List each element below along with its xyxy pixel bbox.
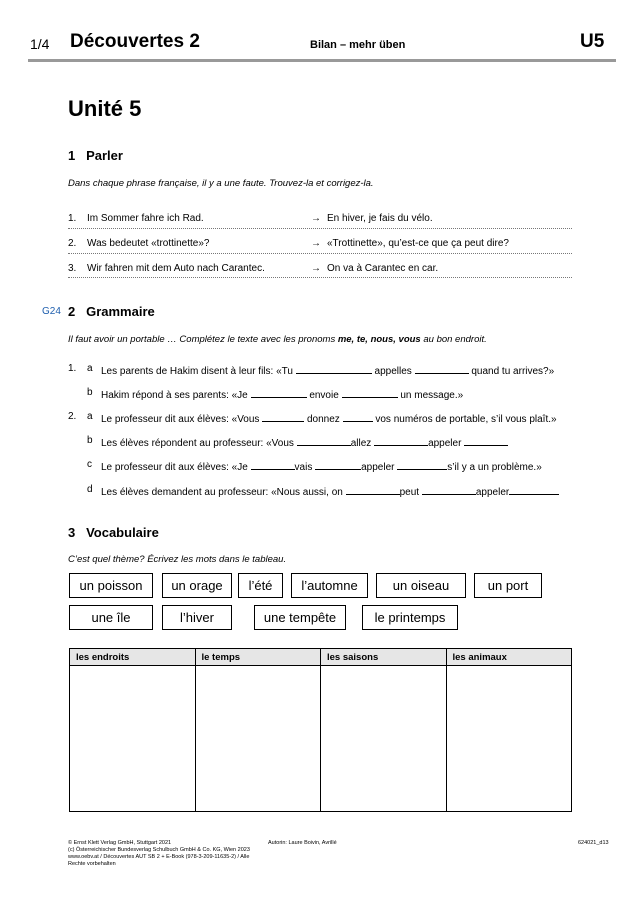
footer-code: 624021_d13 — [578, 840, 609, 846]
instruction-part: Il faut avoir un portable … Complétez le texte avec les pronoms — [68, 334, 338, 345]
item-letter: a — [87, 363, 93, 374]
answer-blank[interactable] — [342, 387, 398, 398]
section1-title: Parler — [86, 148, 123, 163]
row-number: 2. — [68, 238, 77, 249]
answer-blank[interactable] — [297, 435, 351, 446]
exercise-2d — [87, 484, 510, 498]
footer-author: Autorin: Laure Boivin, Avrillé — [268, 840, 337, 846]
exercise-2b — [87, 435, 462, 449]
text: Hakim répond à ses parents: «Je — [101, 390, 248, 401]
exercise-1b — [87, 387, 464, 401]
table-header: les endroits — [70, 649, 196, 666]
answer-blank[interactable] — [296, 363, 372, 374]
section3-instruction: C’est quel thème? Écrivez les mots dans le tableau. — [68, 554, 287, 565]
answer-blank[interactable] — [251, 459, 295, 470]
footer-copyright — [68, 840, 250, 868]
answer-blank[interactable] — [397, 459, 447, 470]
german-sentence: Wir fahren mit dem Auto nach Carantec. — [87, 263, 265, 274]
text: Le professeur dit aux élèves: «Vous — [101, 414, 260, 425]
text: allez — [350, 438, 372, 449]
arrow-icon: → — [311, 238, 321, 249]
copyright-line: Rechte vorbehalten — [68, 861, 116, 867]
text: quand tu arrives?» — [471, 366, 555, 377]
table-header-row — [70, 649, 572, 666]
text: appeler — [428, 438, 462, 449]
word-card[interactable]: un oiseau — [376, 573, 466, 598]
unit-title: Unité 5 — [68, 96, 142, 121]
pronoun-list: me, te, nous, vous — [337, 334, 421, 345]
table-row — [70, 666, 572, 812]
copyright-line: (c) Österreichischer Bundesverlag Schulbuch GmbH & Co. KG, Wien 2023 — [68, 847, 250, 853]
word-card[interactable]: une île — [69, 605, 153, 630]
item-number: 1. — [68, 363, 77, 374]
section1-instruction: Dans chaque phrase française, il y a une faute. Trouvez-la et corrigez-la. — [68, 178, 374, 189]
text: un message.» — [400, 390, 464, 401]
row-divider — [68, 253, 572, 254]
answer-blank[interactable] — [315, 459, 361, 470]
section2-title: Grammaire — [86, 304, 155, 319]
section2-instruction — [68, 334, 487, 345]
section1-heading — [68, 148, 123, 163]
word-card[interactable]: une tempête — [254, 605, 346, 630]
section3-number: 3 — [68, 525, 76, 540]
text: appeler — [475, 487, 510, 498]
word-card[interactable]: un port — [474, 573, 542, 598]
instruction-part: au bon endroit. — [420, 334, 487, 345]
text: vos numéros de portable, s’il vous plaît.» — [375, 414, 557, 425]
parler-row-1 — [68, 213, 433, 224]
table-header: le temps — [195, 649, 321, 666]
text: vais — [294, 462, 313, 473]
item-letter: d — [87, 484, 93, 495]
french-sentence: En hiver, je fais du vélo. — [327, 213, 433, 224]
copyright-line: © Ernst Klett Verlag GmbH, Stuttgart 2021 — [68, 840, 172, 846]
answer-blank[interactable] — [374, 435, 428, 446]
german-sentence: Was bedeutet «trottinette»? — [87, 238, 210, 249]
exercise-2a — [68, 411, 557, 425]
grammar-reference-tag: G24 — [42, 306, 61, 317]
exercise-2c — [87, 459, 542, 473]
copyright-line: www.oebv.at / Découvertes AUT SB 2 + E-Book (978-3-209-11635-2) / Alle — [68, 854, 250, 860]
item-letter: a — [87, 411, 93, 422]
text: peut — [399, 487, 420, 498]
word-card[interactable]: l’automne — [291, 573, 368, 598]
word-card[interactable]: l’hiver — [162, 605, 232, 630]
answer-blank[interactable] — [343, 411, 373, 422]
item-letter: c — [87, 459, 92, 470]
section1-number: 1 — [68, 148, 76, 163]
parler-row-2 — [68, 238, 509, 249]
section3-title: Vocabulaire — [86, 525, 159, 540]
table-cell[interactable] — [70, 666, 196, 812]
text: appelles — [374, 366, 412, 377]
answer-blank[interactable] — [262, 411, 304, 422]
table-cell[interactable] — [446, 666, 572, 812]
table-header: les saisons — [321, 649, 447, 666]
arrow-icon: → — [311, 263, 321, 274]
text: s’il y a un problème.» — [447, 462, 542, 473]
table-cell[interactable] — [321, 666, 447, 812]
text: envoie — [309, 390, 339, 401]
answer-blank[interactable] — [422, 484, 476, 495]
row-number: 1. — [68, 213, 77, 224]
item-letter: b — [87, 387, 93, 398]
answer-blank[interactable] — [346, 484, 400, 495]
text: Les parents de Hakim disent à leur fils: «Tu — [101, 366, 293, 377]
row-divider — [68, 277, 572, 278]
exercise-1a — [68, 363, 555, 377]
parler-row-3 — [68, 263, 439, 274]
text: Les élèves demandent au professeur: «Nous aussi, on — [101, 487, 343, 498]
text: donnez — [307, 414, 340, 425]
text: Les élèves répondent au professeur: «Vous — [101, 438, 294, 449]
worksheet-subtitle: Bilan – mehr üben — [310, 39, 406, 51]
item-number: 2. — [68, 411, 77, 422]
word-card[interactable]: un orage — [162, 573, 232, 598]
arrow-icon: → — [311, 213, 321, 224]
answer-blank[interactable] — [415, 363, 469, 374]
table-header: les animaux — [446, 649, 572, 666]
table-cell[interactable] — [195, 666, 321, 812]
item-letter: b — [87, 435, 93, 446]
header-divider — [28, 59, 616, 62]
text: appeler — [361, 462, 395, 473]
word-card[interactable]: l’été — [238, 573, 283, 598]
word-card[interactable]: un poisson — [69, 573, 153, 598]
row-divider — [68, 228, 572, 229]
french-sentence: On va à Carantec en car. — [327, 263, 439, 274]
page-number: 1/4 — [30, 36, 50, 52]
section3-heading — [68, 525, 159, 540]
row-number: 3. — [68, 263, 77, 274]
text: Le professeur dit aux élèves: «Je — [101, 462, 248, 473]
answer-blank[interactable] — [464, 435, 508, 446]
answer-blank[interactable] — [251, 387, 307, 398]
answer-blank[interactable] — [509, 484, 559, 495]
section2-heading — [68, 304, 155, 319]
section2-number: 2 — [68, 304, 76, 319]
french-sentence: «Trottinette», qu’est-ce que ça peut dire? — [327, 238, 509, 249]
word-card[interactable]: le printemps — [362, 605, 458, 630]
vocabulary-table — [69, 648, 572, 812]
german-sentence: Im Sommer fahre ich Rad. — [87, 213, 204, 224]
book-title: Découvertes 2 — [70, 31, 200, 52]
unit-badge: U5 — [580, 31, 605, 52]
